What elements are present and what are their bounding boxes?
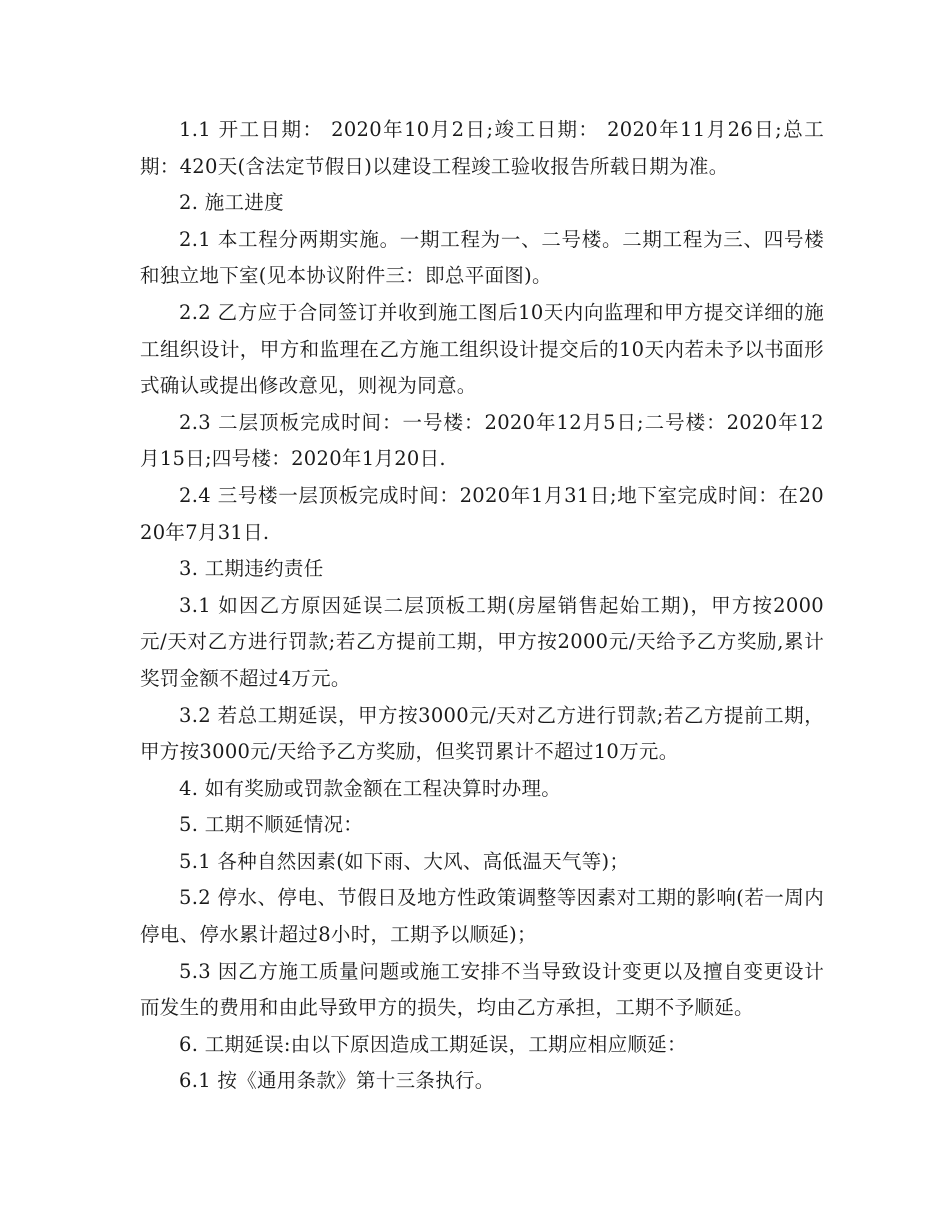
clause-5-3: 5.3 因乙方施工质量问题或施工安排不当导致设计变更以及擅自变更设计而发生的费用和由此导致甲方的损失，均由乙方承担，工期不予顺延。 — [140, 959, 824, 1020]
clause-5-2: 5.2 停水、停电、节假日及地方性政策调整等因素对工期的影响(若一周内停电、停水累计超过8小时，工期予以顺延)； — [140, 886, 824, 947]
section-6-heading: 6. 工期延误:由以下原因造成工期延误，工期应相应顺延： — [179, 1032, 687, 1056]
clause-4: 4. 如有奖励或罚款金额在工程决算时办理。 — [179, 776, 562, 800]
clause-3-1: 3.1 如因乙方原因延误二层顶板工期(房屋销售起始工期)，甲方按2000元/天对乙方进行罚款;若乙方提前工期，甲方按2000元/天给予乙方奖励,累计奖罚金额不超过4万元。 — [140, 593, 824, 690]
clause-6-1: 6.1 按《通用条款》第十三条执行。 — [179, 1069, 495, 1093]
clause-2-1: 2.1 本工程分两期实施。一期工程为一、二号楼。二期工程为三、四号楼和独立地下室(见本协议附件三：即总平面图)。 — [140, 227, 824, 288]
clause-2-2: 2.2 乙方应于合同签订并收到施工图后10天内向监理和甲方提交详细的施工组织设计，甲方和监理在乙方施工组织设计提交后的10天内若未予以书面形式确认或提出修改意见，则视为同意。 — [140, 300, 824, 398]
section-3-heading: 3. 工期违约责任 — [179, 557, 324, 581]
section-2-heading: 2. 施工进度 — [179, 191, 284, 215]
section-5-heading: 5. 工期不顺延情况： — [179, 813, 364, 837]
clause-1-1: 1.1 开工日期： 2020年10月2日;竣工日期： 2020年11月26日;总工期：420天(含法定节假日)以建设工程竣工验收报告所载日期为准。 — [140, 118, 824, 178]
clause-3-2: 3.2 若总工期延误，甲方按3000元/天对乙方进行罚款;若乙方提前工期，甲方按3000元/天给予乙方奖励，但奖罚累计不超过10万元。 — [140, 703, 824, 764]
clause-2-3: 2.3 二层顶板完成时间：一号楼：2020年12月5日;二号楼：2020年12月15日;四号楼：2020年1月20日. — [140, 410, 824, 471]
clause-5-1: 5.1 各种自然因素(如下雨、大风、高低温天气等)； — [179, 849, 630, 873]
document-body — [140, 112, 824, 1100]
clause-2-4: 2.4 三号楼一层顶板完成时间：2020年1月31日;地下室完成时间：在2020年7月31日. — [140, 483, 824, 544]
